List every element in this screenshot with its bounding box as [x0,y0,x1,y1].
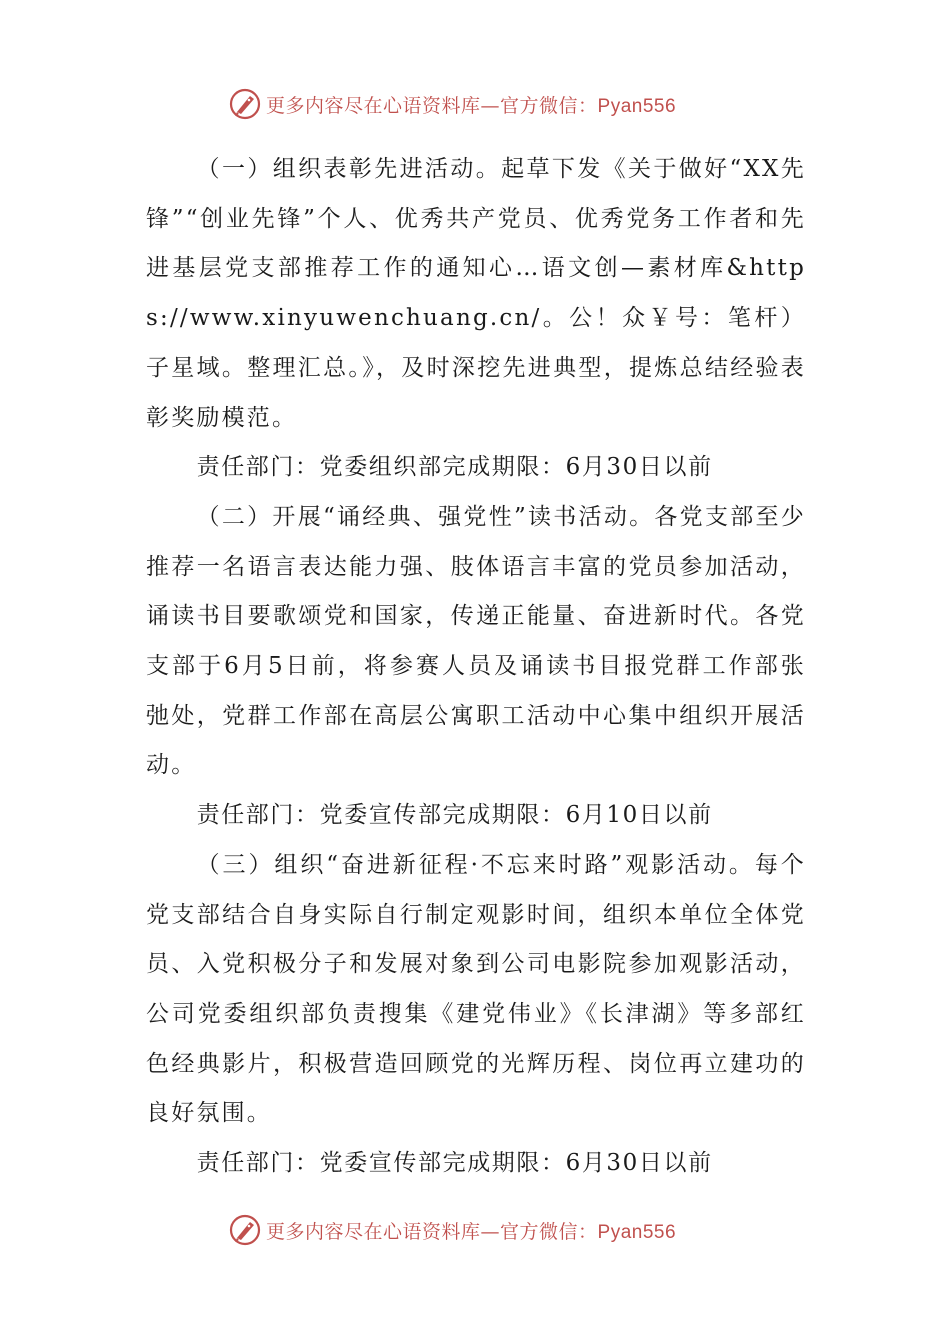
paragraph-2: （二）开展“诵经典、强党性”读书活动。各党支部至少推荐一名语言表达能力强、肢体语言丰富的党员参加活动，诵读书目要歌颂党和国家，传递正能量、奋进新时代。各党支部于6月5日前，将参赛人员及诵读书目报党群工作部张弛处，党群工作部在高层公寓职工活动中心集中组织开展活动。 [146,503,806,779]
responsibility-1: 责任部门：党委组织部完成期限：6月30日以前 [196,454,713,481]
footer-wechat-id: Pyan556 [597,1221,677,1243]
header-banner [228,84,748,124]
document-body [146,145,806,1189]
footer-banner-text: 更多内容尽在心语资料库—官方微信：Pyan556 [266,1220,677,1243]
responsibility-2: 责任部门：党委宣传部完成期限：6月10日以前 [196,802,713,829]
pen-nib-icon [228,1213,262,1247]
header-banner-text: 更多内容尽在心语资料库—官方微信：Pyan556 [266,94,677,117]
responsibility-3: 责任部门：党委宣传部完成期限：6月30日以前 [196,1150,713,1177]
paragraph-1: （一）组织表彰先进活动。起草下发《关于做好“XX先锋”“创业先锋”个人、优秀共产党员、优秀党务工作者和先进基层党支部推荐工作的通知心…语文创—素材库&https://www.xinyuwenchuang.cn/。公！众￥号：笔杆）子星域。整理汇总。》，及时深挖先进典型，提炼总结经验表彰奖励模范。 [146,156,806,431]
header-wechat-id: Pyan556 [597,95,677,117]
paragraph-3: （三）组织“奋进新征程·不忘来时路”观影活动。每个党支部结合自身实际自行制定观影时间，组织本单位全体党员、入党积极分子和发展对象到公司电影院参加观影活动，公司党委组织部负责搜集《建党伟业》《长津湖》等多部红色经典影片，积极营造回顾党的光辉历程、岗位再立建功的良好氛围。 [146,851,806,1127]
pen-nib-icon [228,87,262,121]
footer-banner [228,1210,748,1250]
